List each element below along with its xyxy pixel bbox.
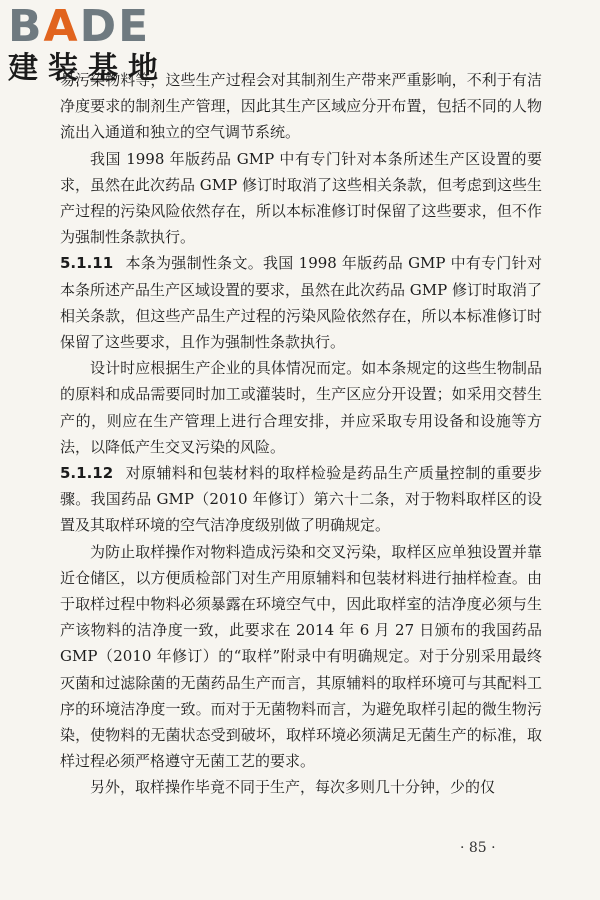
clause-text: 本条为强制性条文。我国 1998 年版药品 GMP 中有专门针对本条所述产品生产区域设置的要求，虽然在此次药品 GMP 修订时取消了相关条款，但这些产品生产过程的污染风险依然存在，所以本标准修订时保留了这些要求，且作为强制性条款执行。: [60, 254, 542, 352]
clause-text: 对原辅料和包装材料的取样检验是药品生产质量控制的重要步骤。我国药品 GMP（2010 年修订）第六十二条，对于物料取样区的设置及其取样环境的空气洁净度级别做了明确规定。: [60, 464, 542, 535]
paragraph: 设计时应根据生产企业的具体情况而定。如本条规定的这些生物制品的原料和成品需要同时加工或灌装时，生产区应分开设置；如采用交替生产的，则应在生产管理上进行合理安排，并应采取专用设备和设施等方法，以降低产生交叉污染的风险。: [60, 359, 542, 456]
clause-5-1-11: [60, 250, 542, 355]
clause-5-1-12: [60, 460, 542, 539]
clause-number: 5.1.12: [60, 464, 114, 483]
paragraph: 为防止取样操作对物料造成污染和交叉污染，取样区应单独设置并靠近仓储区，以方便质检部门对生产用原辅料和包装材料进行抽样检查。由于取样过程中物料必须暴露在环境空气中，因此取样室的洁净度必须与生产该物料的洁净度一致，此要求在 2014 年 6 月 27 日颁布的我国药品 GMP（2010 年修订）的“取样”附录中有明确规定。对于分别采用最终灭菌和过滤除菌的无菌药品生产而言，其原辅料的取样环境可与其配料工序的环境洁净度一致。而对于无菌物料而言，为避免取样引起的微生物污染，使物料的无菌状态受到破坏，取样环境必须满足无菌生产的标准，取样过程必须严格遵守无菌工艺的要求。: [60, 542, 542, 771]
logo-letters-de: DE: [79, 1, 151, 52]
logo-brand: [8, 1, 178, 52]
page-number: · 85 ·: [460, 840, 496, 856]
page-body: [60, 67, 542, 801]
logo-chinese-text: 建装基地: [8, 51, 168, 86]
paragraph-continued: 易污染物料等，这些生产过程会对其制剂生产带来严重影响，不利于有洁净度要求的制剂生产管理，因此其生产区域应分开布置，包括不同的人物流出入通道和独立的空气调节系统。: [60, 71, 542, 142]
clause-number: 5.1.11: [60, 254, 114, 273]
logo-letter-a: A: [43, 1, 80, 52]
paragraph: 我国 1998 年版药品 GMP 中有专门针对本条所述生产区设置的要求，虽然在此次药品 GMP 修订时取消了这些相关条款，但考虑到这些生产过程的污染风险依然存在，所以本标准修订时保留了这些要求，但不作为强制性条款执行。: [60, 149, 542, 247]
paragraph: 另外，取样操作毕竟不同于生产，每次多则几十分钟，少的仅: [90, 778, 496, 797]
logo-letter-b: B: [8, 1, 44, 52]
